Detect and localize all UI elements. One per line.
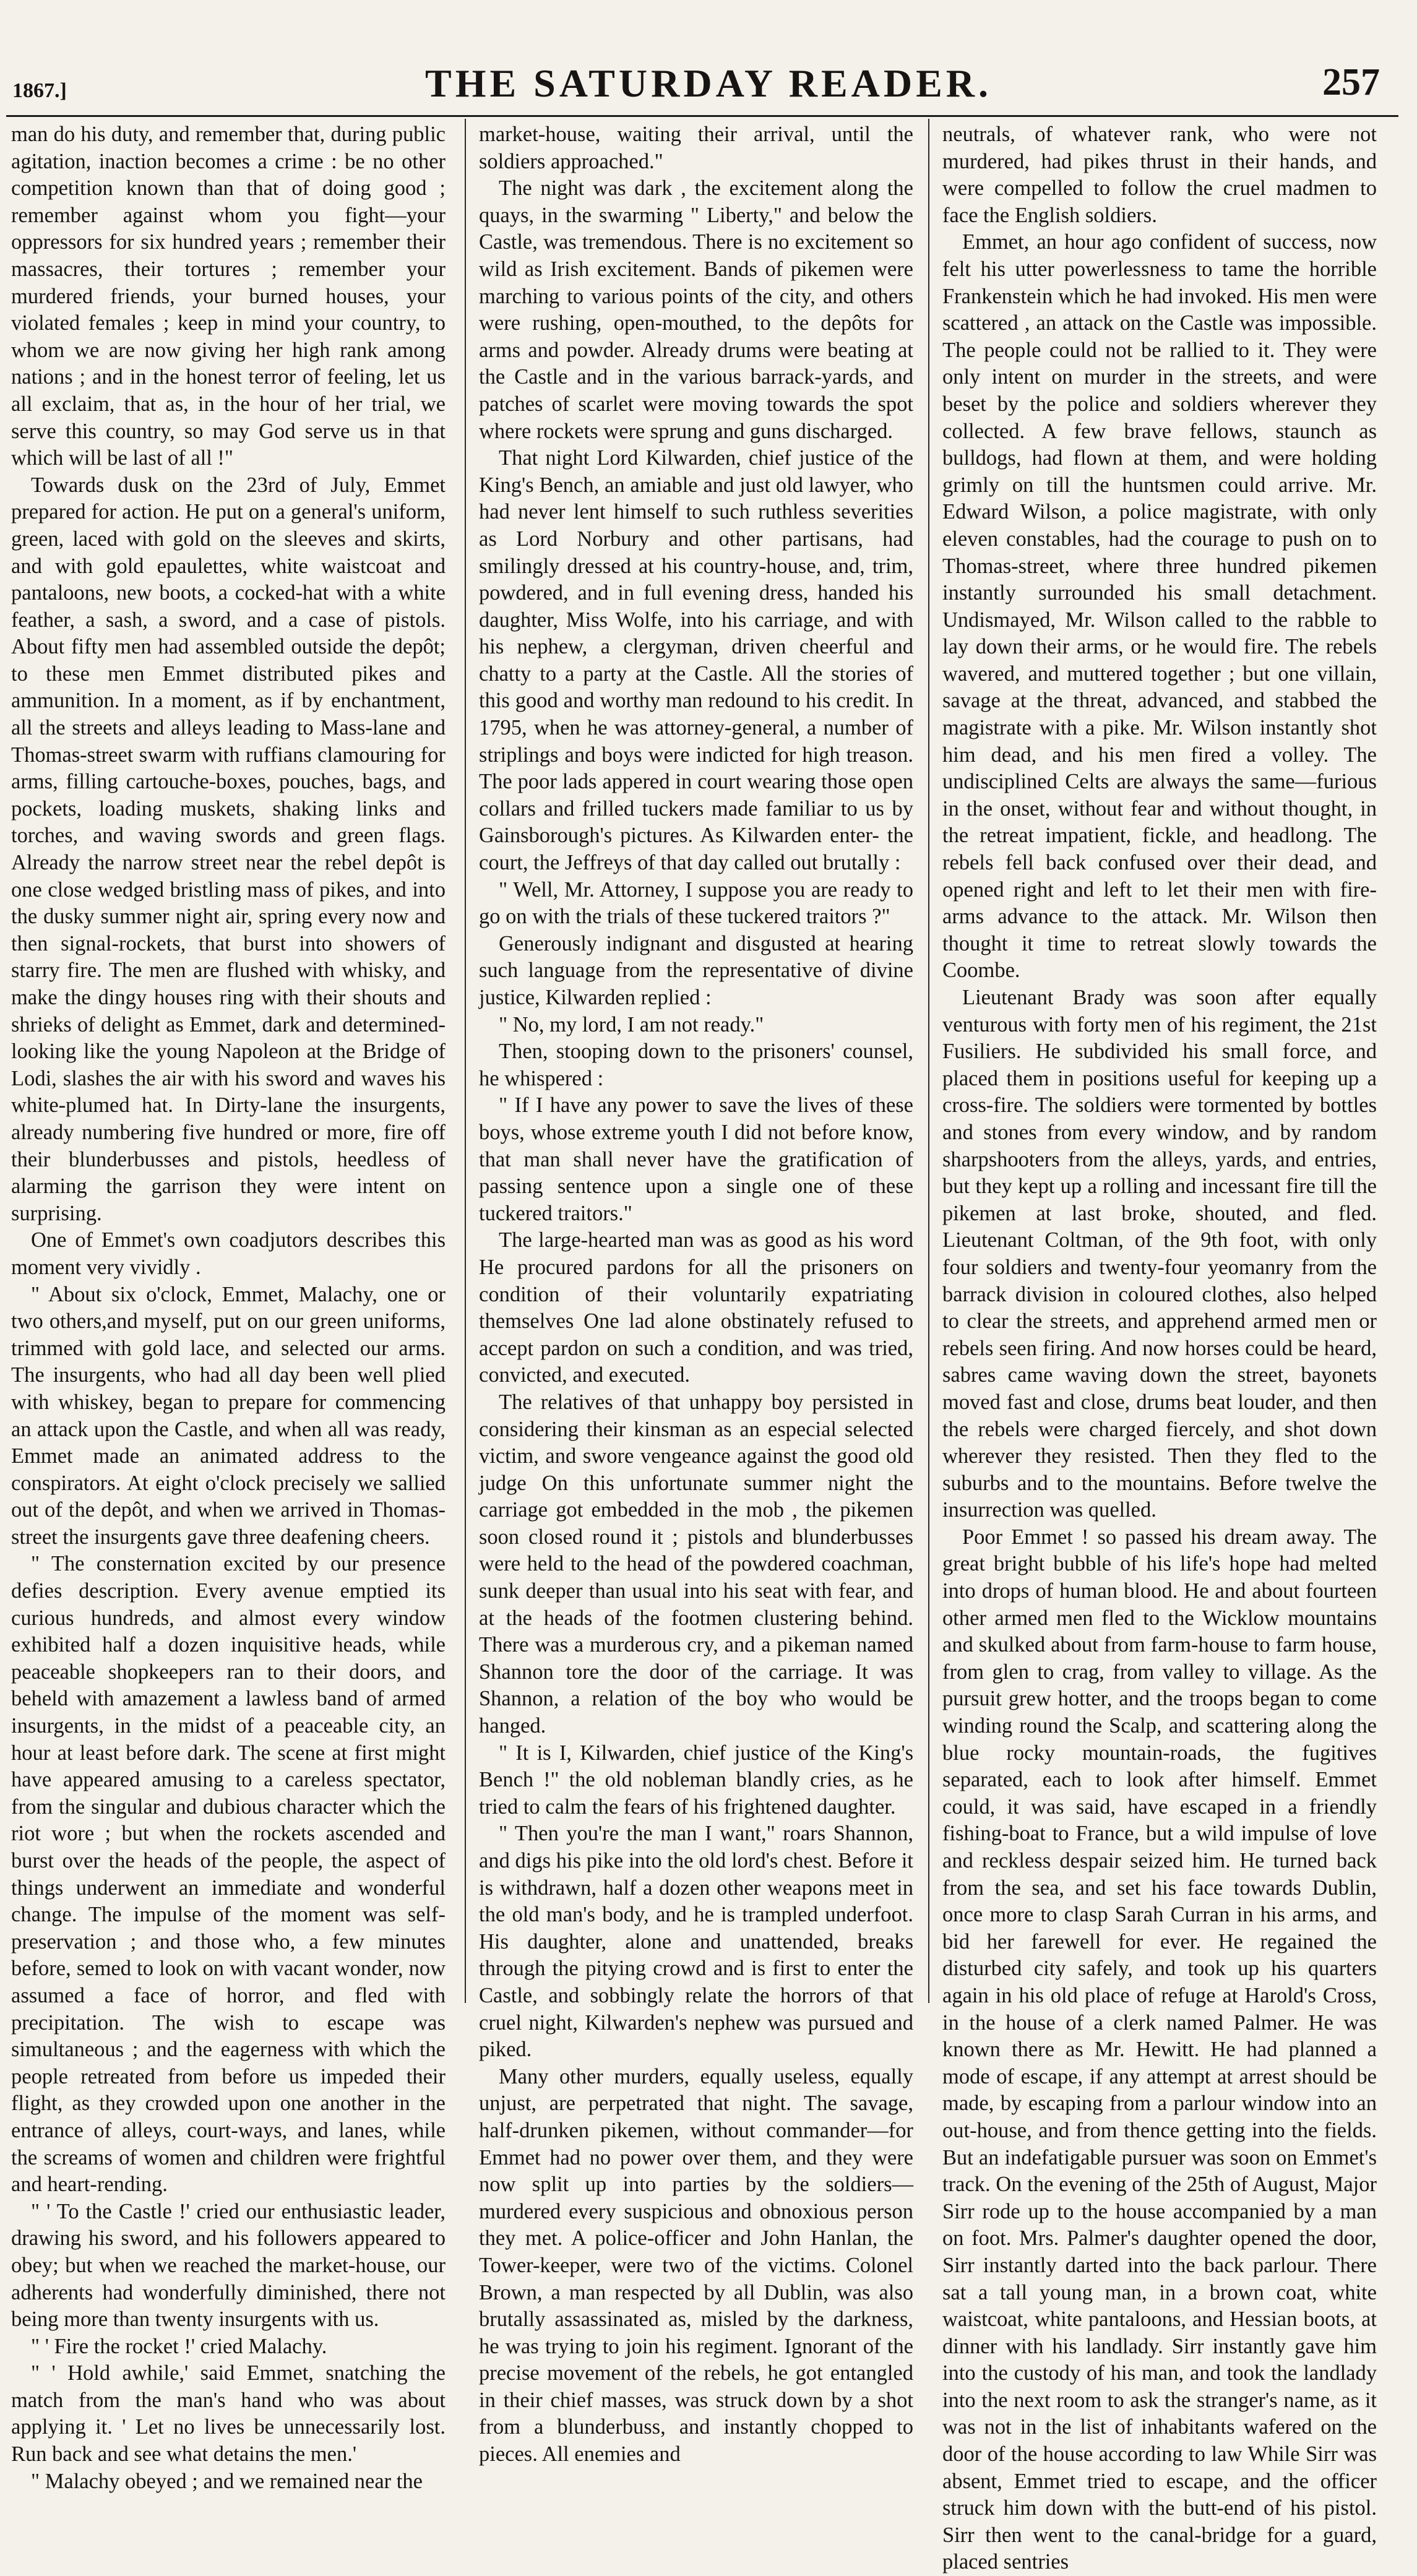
paragraph: " If I have any power to save the lives of these boys, whose extreme youth I did not before know, that man shall never have the gratification of passing sentence upon a single one of these tuckered traitors." <box>479 1093 913 1225</box>
paragraph: Emmet, an hour ago confident of success, now felt his utter powerlessness to tame the horrible Frankenstein which he had invoked. His men were scattered , an attack on the Castle was impossible. The people could not be rallied to it. They were only intent on murder in the streets, and were beset by the police and soldiers wherever they collected. A few brave fellows, staunch as bulldogs, had flown at them, and were holding grimly on till the huntsmen could arrive. Mr. Edward Wilson, a police magistrate, with only eleven constables, had the courage to push on to Thomas-street, where three hundred pikemen instantly surrounded his small detachment. Undismayed, Mr. Wilson called to the rabble to lay down their arms, or he would fire. The rebels wavered, and muttered together ; but one villain, savage at the threat, advanced, and stabbed the magistrate with a pike. Mr. Wilson instantly shot him dead, and his men fired a volley. The undisciplined Celts are always the same—furious in the onset, without fear and without thought, in the retreat impatient, fickle, and headlong. The rebels fell back confused over their dead, and opened right and left to let their men with fire-arms advance to the attack. Mr. Wilson then thought it time to retreat slowly towards the Coombe. <box>942 230 1377 983</box>
paragraph: The night was dark , the excitement along the quays, in the swarming " Liberty," and below the Castle, was tremendous. There is no excitement so wild as Irish excitement. Bands of pikemen were marching to various points of the city, and others were rushing, open-mouthed, to the depôts for arms and powder. Already drums were beating at the Castle and in the various barrack-yards, and patches of scarlet were moving towards the spot where rockets were sprung and guns discharged. <box>479 176 913 443</box>
page-header <box>0 0 1417 124</box>
page-number: 257 <box>1322 61 1380 103</box>
paragraph: " It is I, Kilwarden, chief justice of the King's Bench !" the old nobleman blandly cries, as he tried to calm the fears of his frightened daughter. <box>479 1741 913 1819</box>
header-rule <box>6 115 1398 117</box>
masthead-title: THE SATURDAY READER. <box>425 61 992 105</box>
paragraph: " Malachy obeyed ; and we remained near the <box>31 2469 423 2493</box>
paragraph: That night Lord Kilwarden, chief justice of the King's Bench, an amiable and just old lawyer, who had never lent himself to such ruthless severities as Lord Norbury and other partisans, had smilingly dressed at his country-house, and, trim, powdered, and in full evening dress, handed his daughter, Miss Wolfe, into his carriage, and with his nephew, a clergyman, driven cheerful and chatty to a party at the Castle. All the stories of this good and worthy man redound to his credit. In 1795, when he was attorney-general, a number of striplings and boys were indicted for high treason. The poor lads appered in court wearing those open collars and frilled tuckers made familiar to us by Gainsborough's pictures. As Kilwarden enter- the court, the Jeffreys of that day called out brutally : <box>479 446 913 875</box>
paragraph: man do his duty, and remember that, during public agitation, inaction becomes a crime : be no other competition known than that of doing good ; remember against whom you fight—your oppressors for six hundred years ; remember their massacres, their tortures ; remember your murdered friends, your burned houses, your violated females ; keep in mind your country, to whom we are now giving her high rank among nations ; and in the honest terror of feeling, let us all exclaim, that as, in the hour of her trial, we serve this country, so may God serve us in that which will be last of all !" <box>11 123 446 470</box>
paragraph: " ' To the Castle !' cried our enthusiastic leader, drawing his sword, and his followers appeared to obey; but when we reached the market-house, our adherents had wonderfully diminished, there not being more than twenty insurgents with us. <box>11 2199 446 2332</box>
paragraph: Towards dusk on the 23rd of July, Emmet prepared for action. He put on a general's uniform, green, laced with gold on the sleeves and skirts, and with gold epaulettes, white waistcoat and pantaloons, new boots, a cocked-hat with a white feather, a sash, a sword, and a case of pistols. About fifty men had assembled outside the depôt; to these men Emmet distributed pikes and ammunition. In a moment, as if by enchantment, all the streets and alleys leading to Mass-lane and Thomas-street swarm with ruffians clamouring for arms, filling cartouche-boxes, pouches, bags, and pockets, loading muskets, shaking links and torches, and waving swords and green flags. Already the narrow street near the rebel depôt is one close wedged bristling mass of pikes, and into the dusky summer night air, spring every now and then signal-rockets, that burst into showers of starry fire. The men are flushed with whisky, and make the dingy houses ring with their shouts and shrieks of delight as Emmet, dark and determined-looking like the young Napoleon at the Bridge of Lodi, slashes the air with his sword and waves his white-plumed hat. In Dirty-lane the insurgents, already numbering five hundred or more, fire off their blunderbusses and pistols, heedless of alarming the garrison they were intent on surprising. <box>11 473 446 1225</box>
column-divider-2 <box>928 119 929 2003</box>
issue-date: 1867.] <box>12 79 67 102</box>
paragraph: " No, my lord, I am not ready." <box>499 1012 764 1036</box>
paragraph: " Then you're the man I want," roars Shannon, and digs his pike into the old lord's chest. Before it is withdrawn, half a dozen other weapons meet in the old man's body, and he is trampled underfoot. His daughter, alone and unattended, breaks through the pitying crowd and is first to enter the Castle, and sobbingly relate the horrors of that cruel night, Kilwarden's nephew was pursued and piked. <box>479 1822 913 2062</box>
paragraph: Then, stooping down to the prisoners' counsel, he whispered : <box>479 1040 913 1090</box>
paragraph: Generously indignant and disgusted at hearing such language from the representative of divine justice, Kilwarden replied : <box>479 931 913 1009</box>
paragraph: " The consternation excited by our presence defies description. Every avenue emptied its curious hundreds, and almost every window exhibited half a dozen inquisitive heads, while peaceable shopkeepers ran to their doors, and beheld with amazement a lawless band of armed insurgents, in the midst of a peaceable city, an hour at least before dark. The scene at first might have appeared amusing to a careless spectator, from the singular and dubious character which the riot wore ; but when the rockets ascended and burst over the heads of the people, the aspect of things underwent an immediate and wonderful change. The impulse of the moment was self-preservation ; and those who, a few minutes before, semed to look on with vacant wonder, now assumed a face of horror, and fled with precipitation. The wish to escape was simultaneous ; and the eagerness with which the people retreated from before us impeded their flight, as they crowded upon one another in the entrance of alleys, court-ways, and lanes, while the screams of women and children were frightful and heart-rending. <box>11 1552 446 2197</box>
text-column-3 <box>942 121 1377 2574</box>
paragraph: " ' Hold awhile,' said Emmet, snatching the match from the man's hand who was about applying it. ' Let no lives be unnecessarily lost. Run back and see what detains the men.' <box>11 2361 446 2466</box>
paragraph: " About six o'clock, Emmet, Malachy, one or two others,and myself, put on our green uniforms, trimmed with gold lace, and selected our arms. The insurgents, who had all day been well plied with whiskey, began to prepare for commencing an attack upon the Castle, and when all was ready, Emmet made an animated address to the conspirators. At eight o'clock precisely we sallied out of the depôt, and when we arrived in Thomas-street the insurgents gave three deafening cheers. <box>11 1282 446 1549</box>
paragraph: Poor Emmet ! so passed his dream away. The great bright bubble of his life's hope had melted into drops of human blood. He and about fourteen other armed men fled to the Wicklow mountains and skulked about from farm-house to farm house, from glen to crag, from valley to village. As the pursuit grew hotter, and the troops began to come winding round the Scalp, and scattering along the blue rocky mountain-roads, the fugitives separated, each to look after himself. Emmet could, it was said, have escaped in a friendly fishing-boat to France, but a wild impulse of love and reckless despair seized him. He turned back from the sea, and set his face towards Dublin, once more to clasp Sarah Curran in his arms, and bid her farewell for ever. He regained the disturbed city safely, and took up his quarters again in his old place of refuge at Harold's Cross, in the house of a clerk named Palmer. He was known there as Mr. Hewitt. He had planned a mode of escape, if any attempt at arrest should be made, by escaping from a parlour window into an out-house, and from thence getting into the fields. But an indefatigable pursuer was soon on Emmet's track. On the evening of the 25th of August, Major Sirr rode up to the house accompanied by a man on foot. Mrs. Palmer's daughter opened the door, Sirr instantly darted into the back parlour. There sat a tall young man, in a brown coat, white waistcoat, white pantaloons, and Hessian boots, at dinner with his landlady. Sirr instantly gave him into the custody of his man, and took the landlady into the next room to ask the stranger's name, as it was not in the list of inhabitants wafered on the door of the house according to law While Sirr was absent, Emmet tried to escape, and the officer struck him down with the butt-end of his pistol. Sirr then went to the canal-bridge for a guard, placed sentries <box>942 1525 1377 2574</box>
paragraph: Lieutenant Brady was soon after equally venturous with forty men of his regiment, the 21st Fusiliers. He subdivided his small force, and placed them in positions useful for keeping up a cross-fire. The soldiers were tormented by bottles and stones from every window, and by random sharpshooters from the alleys, yards, and entries, but they kept up a rolling and incessant fire till the pikemen at last broke, shouted, and fled. Lieutenant Coltman, of the 9th foot, with only four soldiers and twenty-four yeomanry from the barrack division in coloured clothes, also helped to clear the streets, and apprehend armed men or rebels seen firing. And now horses could be heard, sabres came waving down the street, bayonets moved fast and close, drums beat louder, and then the rebels were charged fiercely, and shot down wherever they resisted. Then they fled to the suburbs and to the mountains. Before twelve the insurrection was quelled. <box>942 986 1377 1522</box>
column-divider-1 <box>465 119 466 2003</box>
paragraph: The relatives of that unhappy boy persisted in considering their kinsman as an especial selected victim, and swore vengeance against the good old judge On this unfortunate summer night the carriage got embedded in the mob , the pikemen soon closed round it ; pistols and blunderbusses were held to the head of the powdered coachman, sunk deeper than usual into his seat with fear, and at the heads of the footmen clustering behind. There was a murderous cry, and a pikeman named Shannon tore the door of the carriage. It was Shannon, a relation of the boy who would be hanged. <box>479 1390 913 1738</box>
paragraph: " ' Fire the rocket !' cried Malachy. <box>31 2334 327 2358</box>
paragraph: market-house, waiting their arrival, until the soldiers approached." <box>479 123 913 173</box>
text-column-1 <box>11 121 446 2493</box>
text-column-2 <box>479 121 913 2466</box>
paragraph: One of Emmet's own coadjutors describes this moment very vividly . <box>11 1228 446 1279</box>
paragraph: " Well, Mr. Attorney, I suppose you are ready to go on with the trials of these tuckered traitors ?" <box>479 877 913 929</box>
paragraph: neutrals, of whatever rank, who were not murdered, had pikes thrust in their hands, and were compelled to follow the cruel madmen to face the English soldiers. <box>942 123 1377 227</box>
paragraph: The large-hearted man was as good as his word He procured pardons for all the prisoners on condition of their voluntarily expatriating themselves One lad alone obstinately refused to accept pardon on such a condition, and was tried, convicted, and executed. <box>479 1228 913 1387</box>
paragraph: Many other murders, equally useless, equally unjust, are perpetrated that night. The savage, half-drunken pikemen, without commander—for Emmet had no power over them, and they were now split up into parties by the soldiers—murdered every suspicious and obnoxious person they met. A police-officer and John Hanlan, the Tower-keeper, were two of the victims. Colonel Brown, a man respected by all Dublin, was also brutally assassinated as, misled by the darkness, he was trying to join his regiment. Ignorant of the precise movement of the rebels, he got entangled in their chief masses, was struck down by a shot from a blunderbuss, and instantly chopped to pieces. All enemies and <box>479 2064 913 2466</box>
